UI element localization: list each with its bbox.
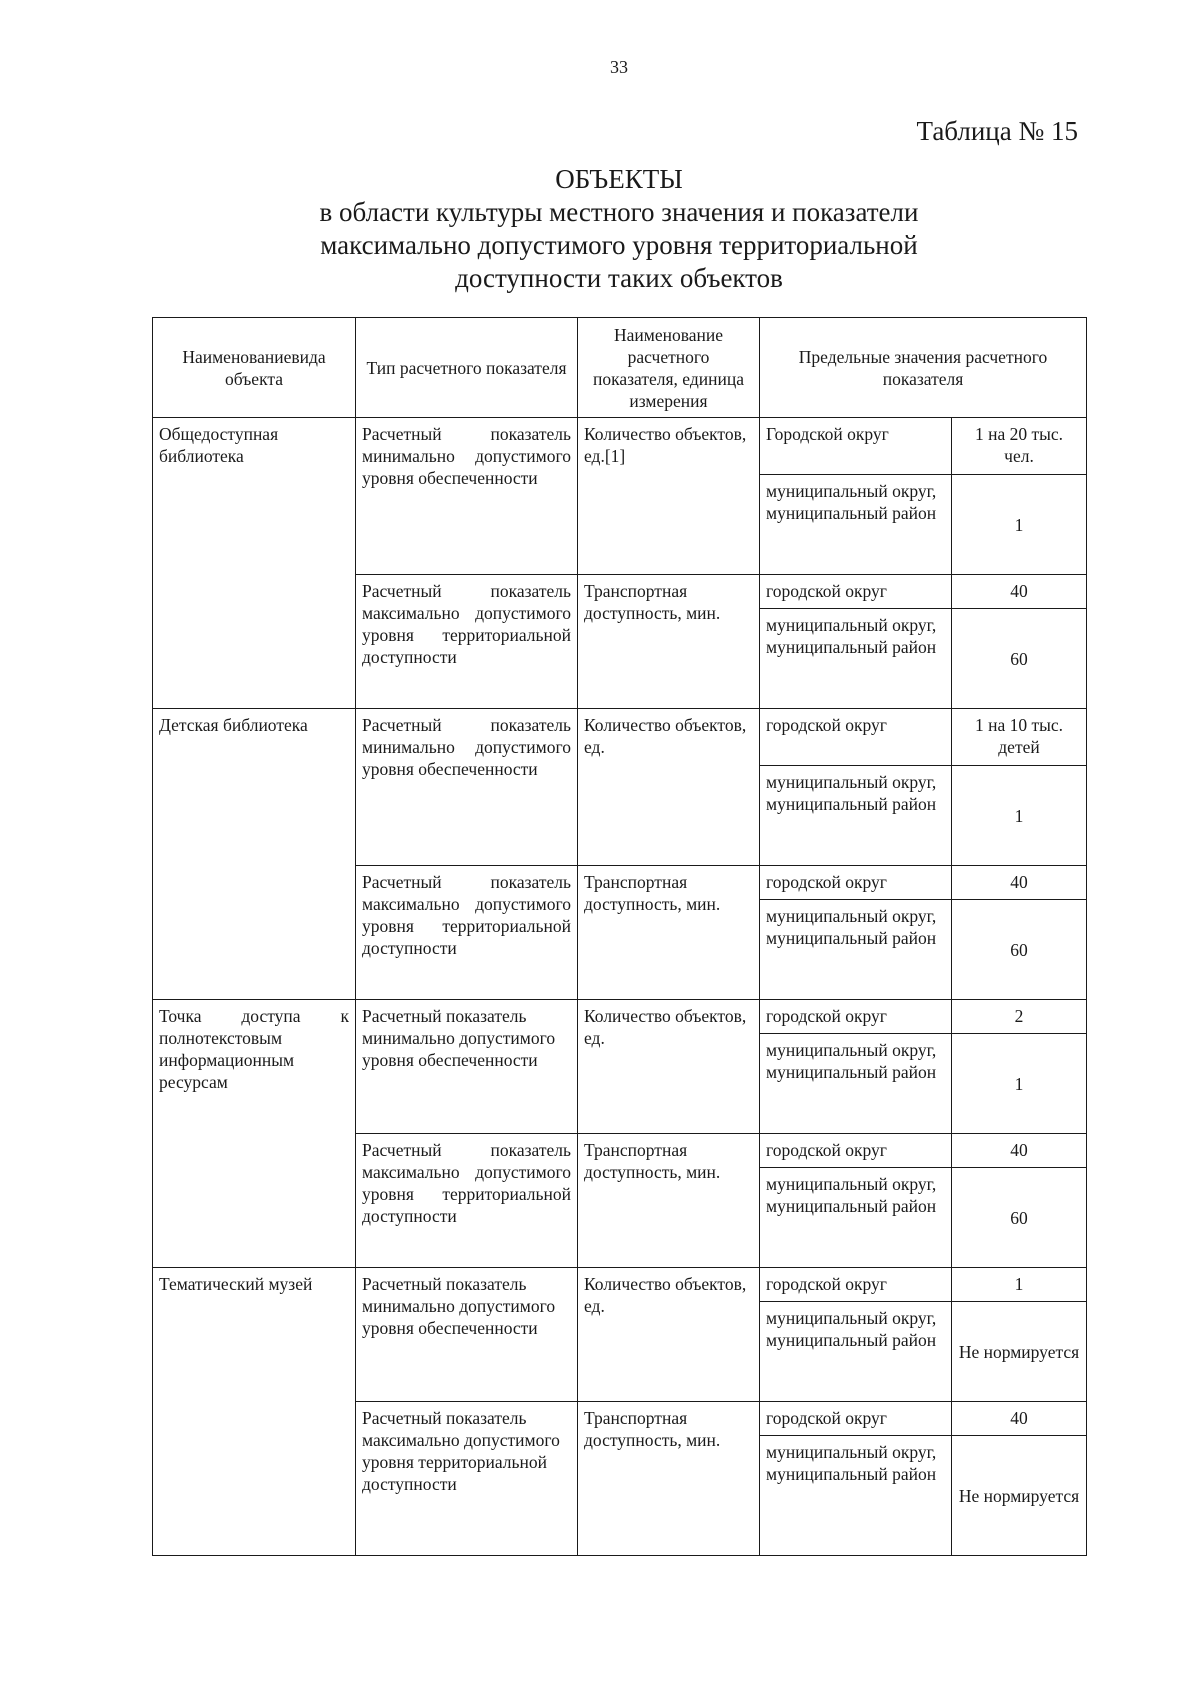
indicator-name-cell: Транспортная доступность, мин. — [578, 575, 760, 709]
indicator-type-cell: Расчетный показатель максимально допустимого уровня территориальной доступности — [356, 1134, 578, 1268]
limit-value-cell: Не нормируется — [952, 1302, 1087, 1402]
territory-cell: муниципальный округ, муниципальный район — [760, 1436, 952, 1556]
title-line: ОБЪЕКТЫ — [555, 164, 683, 194]
limit-value-cell: 1 — [952, 475, 1087, 575]
territory-cell: городской округ — [760, 1000, 952, 1034]
object-name-cell: Общедоступная библиотека — [153, 418, 356, 709]
title-line: в области культуры местного значения и показатели — [319, 197, 919, 227]
limit-value-cell: 1 — [952, 1268, 1087, 1302]
territory-cell: городской округ — [760, 1268, 952, 1302]
indicator-name-cell: Количество объектов, ед. — [578, 1268, 760, 1402]
culture-objects-table — [152, 317, 1087, 1556]
indicator-name-cell: Транспортная доступность, мин. — [578, 1402, 760, 1556]
header-indicator-name: Наименование расчетного показателя, единица измерения — [578, 318, 760, 418]
title-line: доступности таких объектов — [455, 263, 783, 293]
table-row — [153, 1000, 1087, 1034]
table-row — [153, 709, 1087, 766]
territory-cell: городской округ — [760, 1402, 952, 1436]
limit-value-cell: 60 — [952, 900, 1087, 1000]
header-limit-values: Предельные значения расчетного показателя — [760, 318, 1087, 418]
indicator-name-cell: Количество объектов, ед. — [578, 709, 760, 866]
indicator-name-cell: Транспортная доступность, мин. — [578, 1134, 760, 1268]
indicator-name-cell: Транспортная доступность, мин. — [578, 866, 760, 1000]
limit-value-cell: 1 на 10 тыс. детей — [952, 709, 1087, 766]
limit-value-cell: 2 — [952, 1000, 1087, 1034]
document-title — [0, 163, 1200, 295]
header-indicator-type: Тип расчетного показателя — [356, 318, 578, 418]
indicator-type-cell: Расчетный показатель минимально допустимого уровня обеспеченности — [356, 1268, 578, 1402]
territory-cell: Городской округ — [760, 418, 952, 475]
page-number: 33 — [610, 57, 628, 77]
indicator-name-cell: Количество объектов, ед.[1] — [578, 418, 760, 575]
table-body — [153, 418, 1087, 1556]
territory-cell: городской округ — [760, 709, 952, 766]
limit-value-cell: 60 — [952, 609, 1087, 709]
limit-value-cell: 1 — [952, 766, 1087, 866]
indicator-name-cell: Количество объектов, ед. — [578, 1000, 760, 1134]
indicator-type-cell: Расчетный показатель минимально допустимого уровня обеспеченности — [356, 418, 578, 575]
object-name-cell: Тематический музей — [153, 1268, 356, 1556]
limit-value-cell: 1 на 20 тыс. чел. — [952, 418, 1087, 475]
territory-cell: муниципальный округ, муниципальный район — [760, 1302, 952, 1402]
object-name-cell: Детская библиотека — [153, 709, 356, 1000]
territory-cell: городской округ — [760, 866, 952, 900]
limit-value-cell: 60 — [952, 1168, 1087, 1268]
territory-cell: муниципальный округ, муниципальный район — [760, 766, 952, 866]
limit-value-cell: 40 — [952, 866, 1087, 900]
table-row — [153, 1268, 1087, 1302]
territory-cell: муниципальный округ, муниципальный район — [760, 1168, 952, 1268]
table-row — [153, 418, 1087, 475]
limit-value-cell: 40 — [952, 575, 1087, 609]
territory-cell: муниципальный округ, муниципальный район — [760, 609, 952, 709]
header-object-type: Наименованиевида объекта — [153, 318, 356, 418]
limit-value-cell: 40 — [952, 1134, 1087, 1168]
indicator-type-cell: Расчетный показатель минимально допустимого уровня обеспеченности — [356, 709, 578, 866]
indicator-type-cell: Расчетный показатель максимально допустимого уровня территориальной доступности — [356, 1402, 578, 1556]
indicator-type-cell: Расчетный показатель минимально допустимого уровня обеспеченности — [356, 1000, 578, 1134]
territory-cell: муниципальный округ, муниципальный район — [760, 1034, 952, 1134]
territory-cell: городской округ — [760, 1134, 952, 1168]
territory-cell: муниципальный округ, муниципальный район — [760, 475, 952, 575]
territory-cell: городской округ — [760, 575, 952, 609]
object-name-cell: Точка доступа к полнотекстовым информационным ресурсам — [153, 1000, 356, 1268]
title-line: максимально допустимого уровня территориальной — [320, 230, 918, 260]
table-label: Таблица № 15 — [916, 116, 1078, 146]
territory-cell: муниципальный округ, муниципальный район — [760, 900, 952, 1000]
indicator-type-cell: Расчетный показатель максимально допустимого уровня территориальной доступности — [356, 575, 578, 709]
limit-value-cell: 1 — [952, 1034, 1087, 1134]
limit-value-cell: Не нормируется — [952, 1436, 1087, 1556]
table-header-row — [153, 318, 1087, 418]
limit-value-cell: 40 — [952, 1402, 1087, 1436]
indicator-type-cell: Расчетный показатель максимально допустимого уровня территориальной доступности — [356, 866, 578, 1000]
